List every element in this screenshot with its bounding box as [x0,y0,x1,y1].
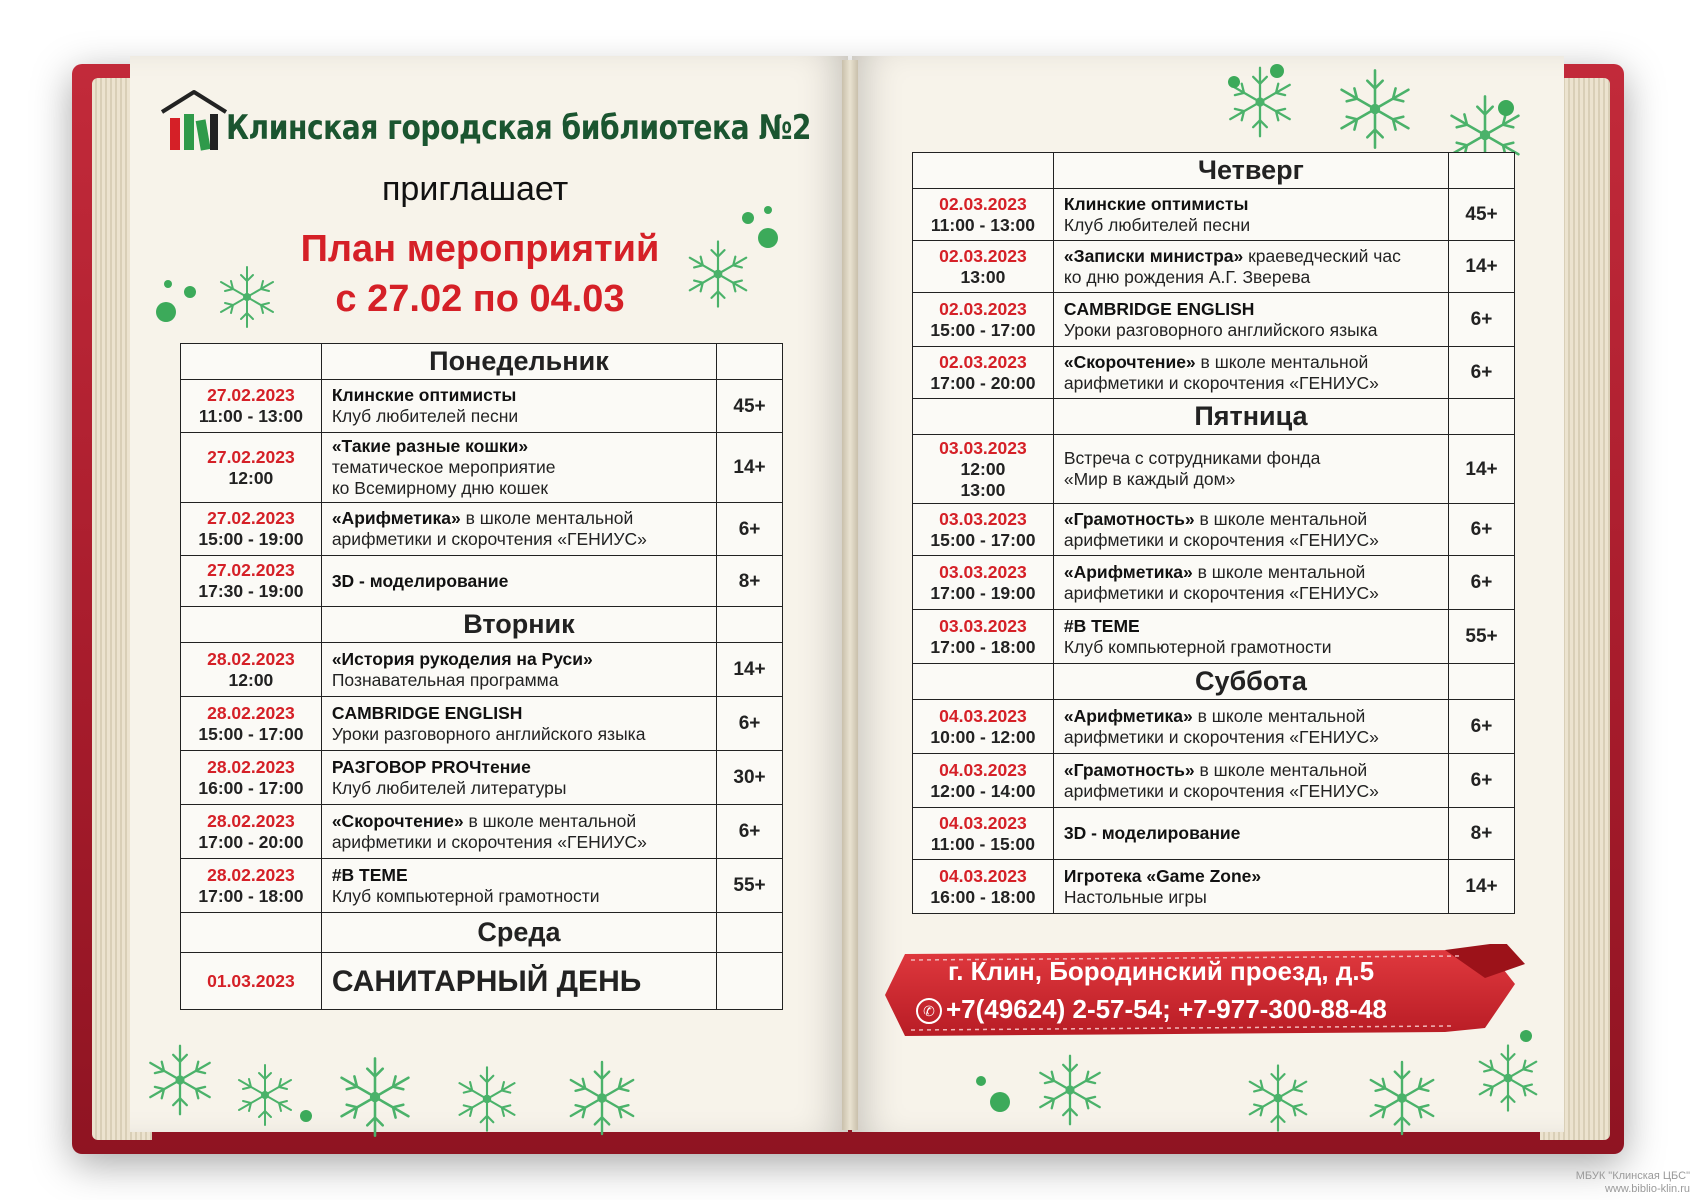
snowflake-icon [140,1040,220,1120]
decor-dot [742,212,754,224]
event-cell: «Записки министра» краеведческий час ко дню рождения А.Г. Зверева [1053,241,1448,293]
event-cell: Клинские оптимисты Клуб любителей песни [321,380,716,433]
date-cell: 27.02.2023 17:30 - 19:00 [181,556,322,607]
date-cell: 03.03.2023 15:00 - 17:00 [913,504,1054,556]
table-row [181,805,783,859]
event-cell: «Такие разные кошки» тематическое мероприятие ко Всемирному дню кошек [321,433,716,503]
table-row [181,380,783,433]
book-spine [842,60,858,1130]
table-row [913,435,1515,504]
day-thursday: Четверг [1053,153,1448,189]
table-row [913,556,1515,610]
age-rating: 6+ [717,503,783,556]
event-cell: «Скорочтение» в школе ментальной арифметики и скорочтения «ГЕНИУС» [321,805,716,859]
age-rating: 8+ [717,556,783,607]
age-rating: 14+ [717,433,783,503]
table-row [913,754,1515,808]
invites-text: приглашает [382,170,569,208]
age-rating: 8+ [1449,808,1515,860]
age-rating: 6+ [717,697,783,751]
day-header [913,153,1515,189]
age-rating: 30+ [717,751,783,805]
day-header [181,913,783,953]
day-saturday: Суббота [1053,664,1448,700]
event-cell: «Скорочтение» в школе ментальной арифметики и скорочтения «ГЕНИУС» [1053,347,1448,399]
date-cell: 02.03.2023 15:00 - 17:00 [913,293,1054,347]
date-cell: 01.03.2023 [181,953,322,1010]
snowflake-icon [1240,1060,1316,1136]
sanitary-day: САНИТАРНЫЙ ДЕНЬ [321,953,716,1010]
table-row [181,433,783,503]
phone-icon: ✆ [916,998,942,1024]
table-row [181,697,783,751]
snowflake-icon [330,1052,420,1142]
day-header [913,399,1515,435]
event-cell: CAMBRIDGE ENGLISH Уроки разговорного английского языка [1053,293,1448,347]
date-cell: 04.03.2023 11:00 - 15:00 [913,808,1054,860]
event-cell: CAMBRIDGE ENGLISH Уроки разговорного английского языка [321,697,716,751]
decor-dot [758,228,778,248]
table-row [181,859,783,913]
age-rating: 6+ [1449,504,1515,556]
event-cell: 3D - моделирование [1053,808,1448,860]
age-rating: 6+ [1449,754,1515,808]
snowflake-icon [450,1062,524,1136]
age-rating: 55+ [717,859,783,913]
snowflake-icon [1470,1040,1546,1116]
table-row [181,556,783,607]
decor-dot [1270,64,1284,78]
event-cell: Игротека «Game Zone» Настольные игры [1053,860,1448,914]
age-rating: 14+ [1449,435,1515,504]
table-row [181,503,783,556]
table-row [181,751,783,805]
snowflake-icon [230,1060,300,1130]
snowflake-icon [1330,64,1420,154]
snowflake-icon [680,236,756,312]
date-cell: 27.02.2023 15:00 - 19:00 [181,503,322,556]
decor-dot [300,1110,312,1122]
date-cell: 02.03.2023 11:00 - 13:00 [913,189,1054,241]
schedule-table-right [912,152,1515,914]
date-cell: 04.03.2023 12:00 - 14:00 [913,754,1054,808]
date-cell: 28.02.2023 17:00 - 20:00 [181,805,322,859]
snowflake-icon [1220,62,1300,142]
event-cell: «Грамотность» в школе ментальной арифметики и скорочтения «ГЕНИУС» [1053,504,1448,556]
day-header [181,607,783,643]
age-rating: 14+ [717,643,783,697]
day-tuesday: Вторник [321,607,716,643]
event-cell: «Грамотность» в школе ментальной арифметики и скорочтения «ГЕНИУС» [1053,754,1448,808]
date-cell: 28.02.2023 15:00 - 17:00 [181,697,322,751]
date-cell: 28.02.2023 17:00 - 18:00 [181,859,322,913]
event-cell: Встреча с сотрудниками фонда «Мир в каждый дом» [1053,435,1448,504]
table-row [913,347,1515,399]
day-header [181,344,783,380]
table-row [913,241,1515,293]
schedule-table-left [180,343,783,1010]
decor-dot [990,1092,1010,1112]
watermark: МБУК "Клинская ЦБС" www.biblio-klin.ru [1575,1170,1690,1195]
event-cell: «История рукоделия на Руси» Познавательная программа [321,643,716,697]
snowflake-icon [212,262,282,332]
snowflake-icon [560,1056,644,1140]
snowflake-icon [1030,1050,1110,1130]
age-rating: 6+ [1449,556,1515,610]
event-cell: РАЗГОВОР PROЧтение Клуб любителей литературы [321,751,716,805]
plan-title-line2: с 27.02 по 04.03 [335,278,625,320]
date-cell: 04.03.2023 16:00 - 18:00 [913,860,1054,914]
age-rating: 45+ [717,380,783,433]
age-rating: 14+ [1449,241,1515,293]
snowflake-icon [1360,1056,1444,1140]
date-cell: 02.03.2023 13:00 [913,241,1054,293]
plan-title-line1: План мероприятий [300,228,660,270]
table-row [913,700,1515,754]
table-row [913,293,1515,347]
date-cell: 03.03.2023 17:00 - 18:00 [913,610,1054,664]
age-rating: 55+ [1449,610,1515,664]
table-row [913,610,1515,664]
decor-dot [164,280,172,288]
table-row [913,860,1515,914]
day-wednesday: Среда [321,913,716,953]
date-cell: 27.02.2023 11:00 - 13:00 [181,380,322,433]
age-rating: 6+ [1449,347,1515,399]
date-cell: 27.02.2023 12:00 [181,433,322,503]
date-cell: 02.03.2023 17:00 - 20:00 [913,347,1054,399]
library-name: Клинская городская библиотека №2 [226,108,812,148]
date-cell: 03.03.2023 17:00 - 19:00 [913,556,1054,610]
table-row [913,808,1515,860]
day-friday: Пятница [1053,399,1448,435]
age-rating: 6+ [717,805,783,859]
decor-dot [156,302,176,322]
age-rating: 6+ [1449,700,1515,754]
age-rating: 45+ [1449,189,1515,241]
event-cell: «Арифметика» в школе ментальной арифметики и скорочтения «ГЕНИУС» [1053,700,1448,754]
table-row [181,953,783,1010]
library-logo-icon [158,84,230,156]
table-row [913,504,1515,556]
phones-line [916,994,1387,1025]
day-header [913,664,1515,700]
event-cell: #В ТЕМЕ Клуб компьютерной грамотности [1053,610,1448,664]
address-text: г. Клин, Бородинский проезд, д.5 [948,956,1375,986]
event-cell: «Арифметика» в школе ментальной арифметики и скорочтения «ГЕНИУС» [1053,556,1448,610]
table-row [913,189,1515,241]
age-rating: 6+ [1449,293,1515,347]
decor-dot [1498,100,1514,116]
date-cell: 04.03.2023 10:00 - 12:00 [913,700,1054,754]
day-monday: Понедельник [321,344,716,380]
plan-title [290,224,670,324]
event-cell: Клинские оптимисты Клуб любителей песни [1053,189,1448,241]
table-row [181,643,783,697]
phones-text: +7(49624) 2-57-54; +7-977-300-88-48 [946,994,1387,1024]
event-cell: «Арифметика» в школе ментальной арифметики и скорочтения «ГЕНИУС» [321,503,716,556]
age-rating: 14+ [1449,860,1515,914]
date-cell: 28.02.2023 12:00 [181,643,322,697]
decor-dot [764,206,772,214]
date-cell: 03.03.2023 12:00 13:00 [913,435,1054,504]
decor-dot [976,1076,986,1086]
decor-dot [1228,76,1240,88]
event-cell: 3D - моделирование [321,556,716,607]
decor-dot [184,286,196,298]
date-cell: 28.02.2023 16:00 - 17:00 [181,751,322,805]
event-cell: #В ТЕМЕ Клуб компьютерной грамотности [321,859,716,913]
